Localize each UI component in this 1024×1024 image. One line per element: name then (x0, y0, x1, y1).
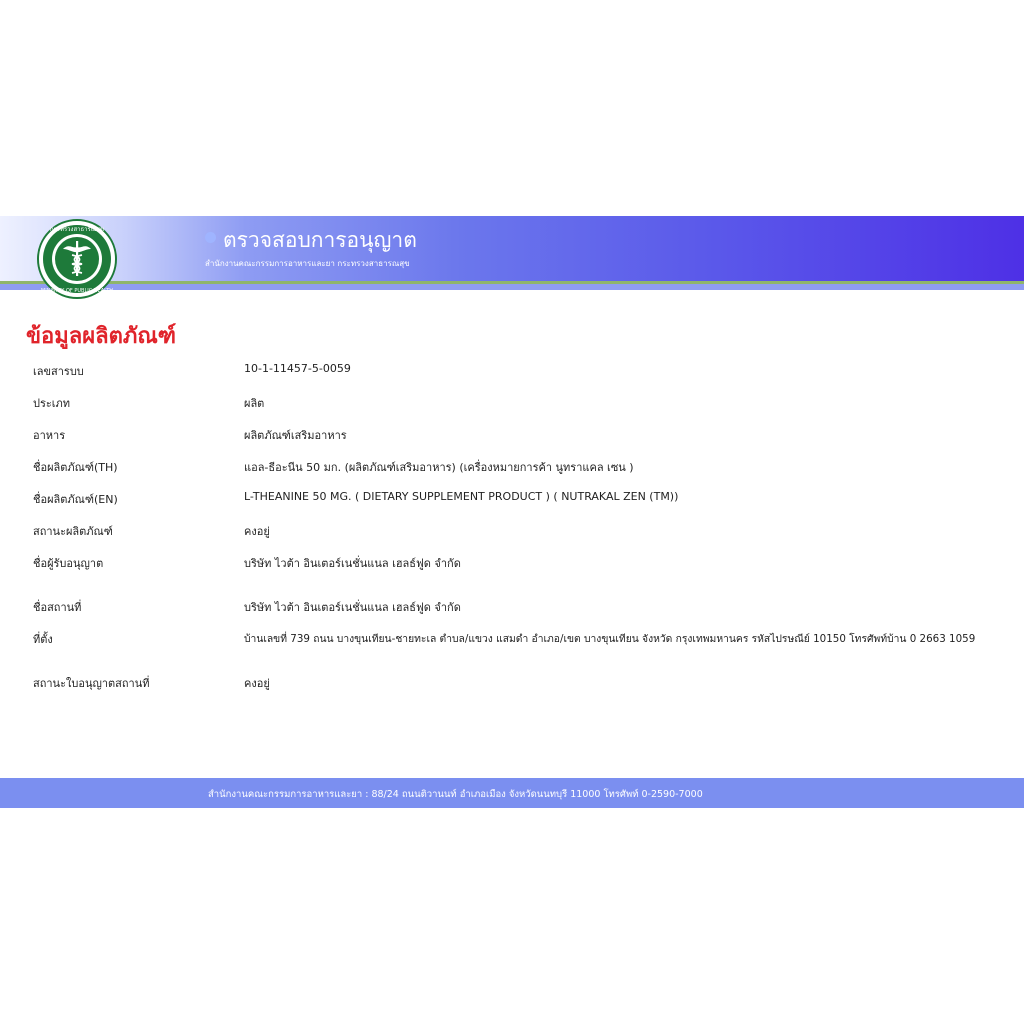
info-row-premises-name (0, 598, 1024, 618)
row-label: ประเภท (33, 397, 71, 410)
row-value: คงอยู่ (244, 525, 270, 538)
row-label: เลขสารบบ (33, 365, 84, 378)
info-row-food-category (0, 426, 1024, 446)
row-value: ผลิตภัณฑ์เสริมอาหาร (244, 429, 347, 442)
row-label: ที่ตั้ง (33, 633, 53, 646)
row-value: คงอยู่ (244, 677, 270, 690)
info-row-type (0, 394, 1024, 414)
header-banner (0, 216, 1024, 281)
title-bullet-icon (205, 232, 216, 243)
seal-text-top: กระทรวงสาธารณสุข (49, 226, 105, 233)
ministry-seal-logo (37, 219, 117, 299)
site-subtitle: สำนักงานคณะกรรมการอาหารและยา กระทรวงสาธารณสุข (205, 259, 410, 268)
info-row-address (0, 630, 1024, 650)
row-value: 10-1-11457-5-0059 (244, 362, 351, 375)
info-row-registration-number (0, 362, 1024, 382)
row-label: ชื่อผลิตภัณฑ์(TH) (33, 461, 118, 474)
info-row-licensee (0, 554, 1024, 574)
row-label: สถานะใบอนุญาตสถานที่ (33, 677, 150, 690)
row-value: L-THEANINE 50 MG. ( DIETARY SUPPLEMENT PRODUCT ) ( NUTRAKAL ZEN (TM)) (244, 490, 679, 503)
row-label: ชื่อผู้รับอนุญาต (33, 557, 104, 570)
row-value: บ้านเลขที่ 739 ถนน บางขุนเทียน-ชายทะเล ตำบล/แขวง แสมดำ อำเภอ/เขต บางขุนเทียน จังหวัด กรุงเทพมหานคร รหัสไปรษณีย์ 10150 โทรศัพท์บ้าน 0 2663 1059 (244, 633, 976, 645)
header-divider-blue (0, 284, 1024, 290)
product-info-heading: ข้อมูลผลิตภัณฑ์ (26, 324, 177, 349)
row-label: สถานะผลิตภัณฑ์ (33, 525, 113, 538)
row-value: บริษัท ไวต้า อินเตอร์เนชั่นแนล เฮลธ์ฟูด จำกัด (244, 557, 461, 570)
row-label: ชื่อผลิตภัณฑ์(EN) (33, 493, 118, 506)
info-row-product-name-en (0, 490, 1024, 510)
row-value: บริษัท ไวต้า อินเตอร์เนชั่นแนล เฮลธ์ฟูด จำกัด (244, 601, 461, 614)
row-value: แอล-ธีอะนีน 50 มก. (ผลิตภัณฑ์เสริมอาหาร) (เครื่องหมายการค้า นูทราแคล เซน ) (244, 461, 634, 474)
footer-contact-text: สำนักงานคณะกรรมการอาหารและยา : 88/24 ถนนติวานนท์ อำเภอเมือง จังหวัดนนทบุรี 11000 โทรศัพท์ 0-2590-7000 (208, 789, 703, 800)
info-row-product-status (0, 522, 1024, 542)
row-label: อาหาร (33, 429, 66, 442)
info-row-product-name-th (0, 458, 1024, 478)
info-row-premises-license-status (0, 674, 1024, 694)
row-value: ผลิต (244, 397, 265, 410)
site-title: ตรวจสอบการอนุญาต (223, 228, 417, 252)
footer-bar (0, 778, 1024, 808)
row-label: ชื่อสถานที่ (33, 601, 82, 614)
seal-text-bottom: MINISTRY OF PUBLIC HEALTH (40, 288, 114, 294)
